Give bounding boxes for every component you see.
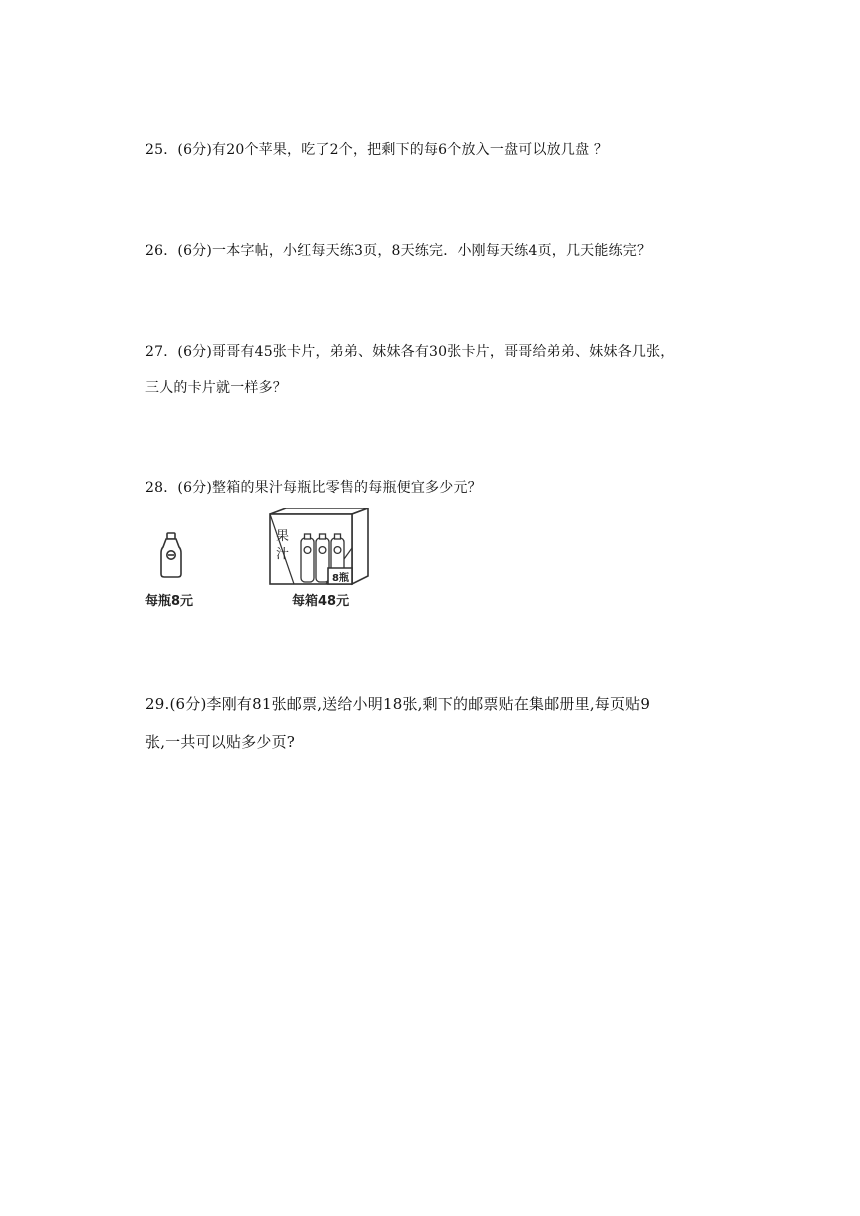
question-25 [145,132,608,168]
box-label-fruit: 果 [276,529,290,544]
question-26 [145,233,651,269]
question-27-line-2: 三人的卡片就一样多？ [145,380,287,396]
box-label-juice: 汁 [276,547,290,562]
question-26-text: 26．(6分)一本字帖，小红每天练3页，8天练完．小刚每天练4页，几天能练完？ [145,243,652,259]
question-27-line-1: 27．(6分)哥哥有45张卡片，弟弟、妹妹各有30张卡片，哥哥给弟弟、妹妹各几张， [145,344,675,360]
question-28 [145,470,482,506]
box-price-caption: 每箱48元 [292,594,350,609]
question-25-text: 25．(6分)有20个苹果，吃了2个，把剩下的每6个放入一盘可以放几盘 ？ [145,142,609,158]
question-29-line-1: 29.(6分)李刚有81张邮票,送给小明18张,剩下的邮票贴在集邮册里,每页贴9 [145,695,651,713]
question-27 [145,334,674,406]
box-count-label: 8瓶 [332,573,349,584]
bottle-price-caption: 每瓶8元 [145,594,194,609]
question-29 [145,685,650,761]
question-28-text: 28．(6分)整箱的果汁每瓶比零售的每瓶便宜多少元？ [145,480,482,496]
question-29-line-2: 张,一共可以贴多少页? [145,733,296,751]
